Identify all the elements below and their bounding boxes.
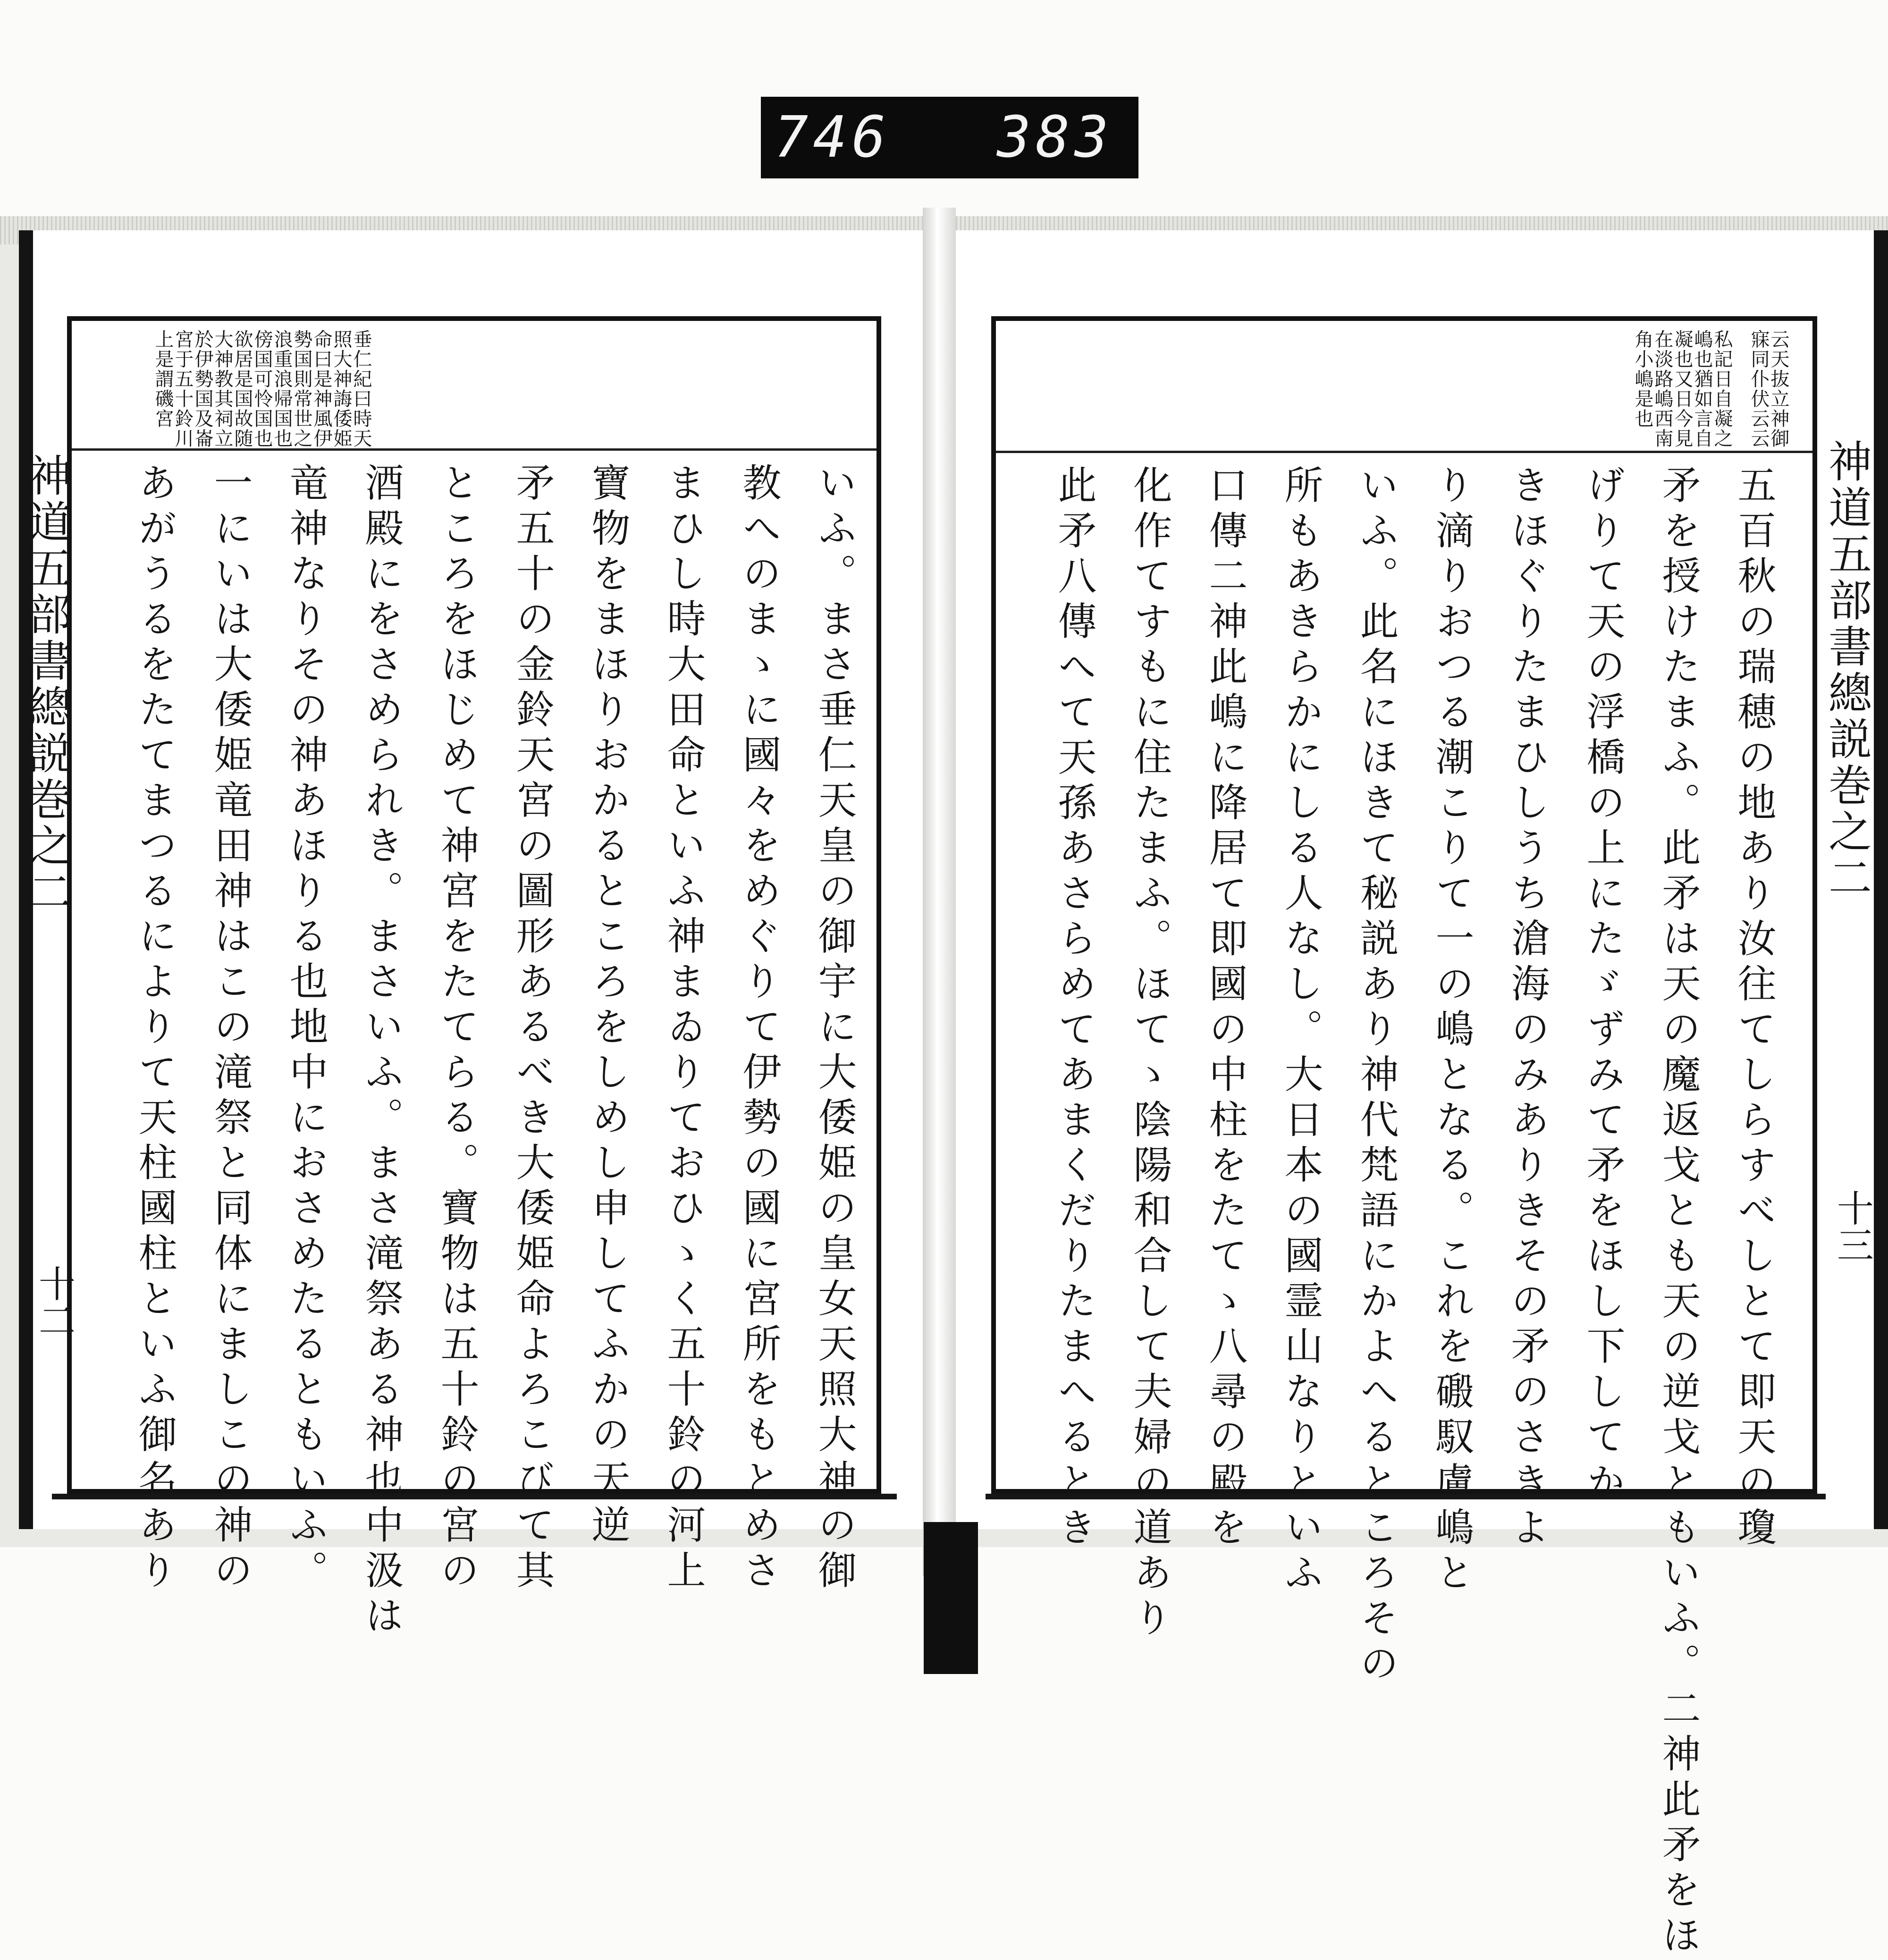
left-note-6: 傍国可怜国也 bbox=[251, 329, 273, 448]
left-note-8: 大神教其祠立 bbox=[211, 329, 233, 448]
right-note-4: 嶋也猶如言自 bbox=[1691, 329, 1713, 448]
left-note-5: 浪重浪帰国也 bbox=[271, 329, 293, 448]
left-text-column-10: あがうるをたてまつるによりて天柱國柱といふ御名あり bbox=[132, 463, 177, 1595]
right-text-column-6: いふ。此名にほきて秘説あり神代梵語にかよへるところその bbox=[1354, 465, 1399, 1688]
right-text-column-4: きほぐりたまひしうち滄海のみありきその矛のさきよ bbox=[1505, 465, 1550, 1552]
left-text-column-5: 矛五十の金鈴天宮の圖形あるべき大倭姫命よろこびて其 bbox=[510, 463, 555, 1595]
left-folio: 十二 bbox=[33, 1265, 75, 1338]
left-spine-title: 神道五部書總説巻之二 bbox=[21, 453, 72, 916]
left-note-10: 宮于五十鈴川 bbox=[172, 329, 194, 448]
right-folio: 十三 bbox=[1831, 1189, 1873, 1263]
left-text-column-1: いふ。まさ垂仁天皇の御宇に大倭姫の皇女天照大神の御 bbox=[812, 463, 857, 1595]
left-text-column-3: まひし時大田命といふ神まゐりておひゝく五十鈴の河上 bbox=[661, 463, 706, 1595]
right-text-column-10: 此矛八傳へて天孫あさらめてあまくだりたまへるとき bbox=[1052, 465, 1096, 1552]
right-text-column-7: 所もあきらかにしる人なし。大日本の國霊山なりといふ bbox=[1278, 465, 1323, 1598]
left-note-4: 勢国則常世之 bbox=[291, 329, 312, 448]
book-gutter bbox=[923, 208, 956, 1576]
right-note-3: 私記日自凝之 bbox=[1711, 329, 1733, 448]
left-header-rule bbox=[72, 448, 877, 451]
catalog-label bbox=[761, 97, 1138, 178]
left-note-9: 於伊勢国及崙 bbox=[192, 329, 213, 448]
right-note-2: 寐同仆伏云云 bbox=[1748, 329, 1770, 448]
left-note-11: 上是謂磯宮 bbox=[152, 329, 174, 429]
left-note-1: 垂仁紀曰時天 bbox=[350, 329, 372, 448]
right-text-column-9: 化作てすもに住たまふ。ほてゝ陰陽和合して夫婦の道あり bbox=[1127, 465, 1172, 1643]
left-text-column-8: 竜神なりその神あほりる也地中におさめたるともいふ。 bbox=[283, 463, 328, 1595]
right-base-rule bbox=[986, 1494, 1826, 1499]
left-text-column-7: 酒殿にをさめられき。まさいふ。まさ滝祭ある神也中汲は bbox=[359, 463, 404, 1640]
left-text-column-4: 寶物をまほりおかるところをしめし申してふかの天逆 bbox=[585, 463, 630, 1550]
spine-shadow bbox=[924, 1522, 978, 1674]
left-note-7: 欲居是国故随 bbox=[231, 329, 253, 448]
right-text-column-5: り滴りおつる潮こりて一の嶋となる。これを磤馭盧嶋と bbox=[1429, 465, 1474, 1598]
right-note-7: 角小嶋是也 bbox=[1632, 329, 1653, 429]
right-text-column-1: 五百秋の瑞穂の地あり汝往てしらすべしとて即天の瓊 bbox=[1731, 465, 1776, 1552]
right-page-frame bbox=[991, 316, 1817, 1960]
left-text-column-6: ところをほじめて神宮をたてらる。寶物は五十鈴の宮の bbox=[434, 463, 479, 1595]
left-note-2: 照大神誨倭姫 bbox=[330, 329, 352, 448]
right-header-rule bbox=[996, 451, 1812, 453]
catalog-number-left: 746 bbox=[774, 105, 891, 170]
right-text-column-8: 口傳二神此嶋に降居て即國の中柱をたてゝ八尋の殿を bbox=[1203, 465, 1247, 1552]
left-base-rule bbox=[52, 1494, 897, 1499]
right-note-5: 凝也又日今見 bbox=[1671, 329, 1693, 448]
catalog-number-right: 383 bbox=[997, 105, 1113, 170]
right-text-column-3: げりて天の浮橋の上にたゞずみて矛をほし下してか bbox=[1580, 465, 1625, 1507]
left-note-3: 命曰是神風伊 bbox=[311, 329, 332, 448]
left-text-column-2: 教へのまゝに國々をめぐりて伊勢の國に宮所をもとめさ bbox=[736, 463, 781, 1595]
right-note-1: 云天抜立神御 bbox=[1768, 329, 1789, 448]
right-spine-title: 神道五部書總説巻之二 bbox=[1821, 439, 1872, 901]
left-page-frame bbox=[67, 316, 881, 1640]
right-note-6: 在淡路嶋西南 bbox=[1652, 329, 1673, 448]
right-text-column-2: 矛を授けたまふ。此矛は天の魔返戈とも天の逆戈ともいふ。二神此矛をほ bbox=[1656, 465, 1701, 1960]
left-text-column-9: 一にいは大倭姫竜田神はこの滝祭と同体にましこの神の bbox=[208, 463, 253, 1595]
